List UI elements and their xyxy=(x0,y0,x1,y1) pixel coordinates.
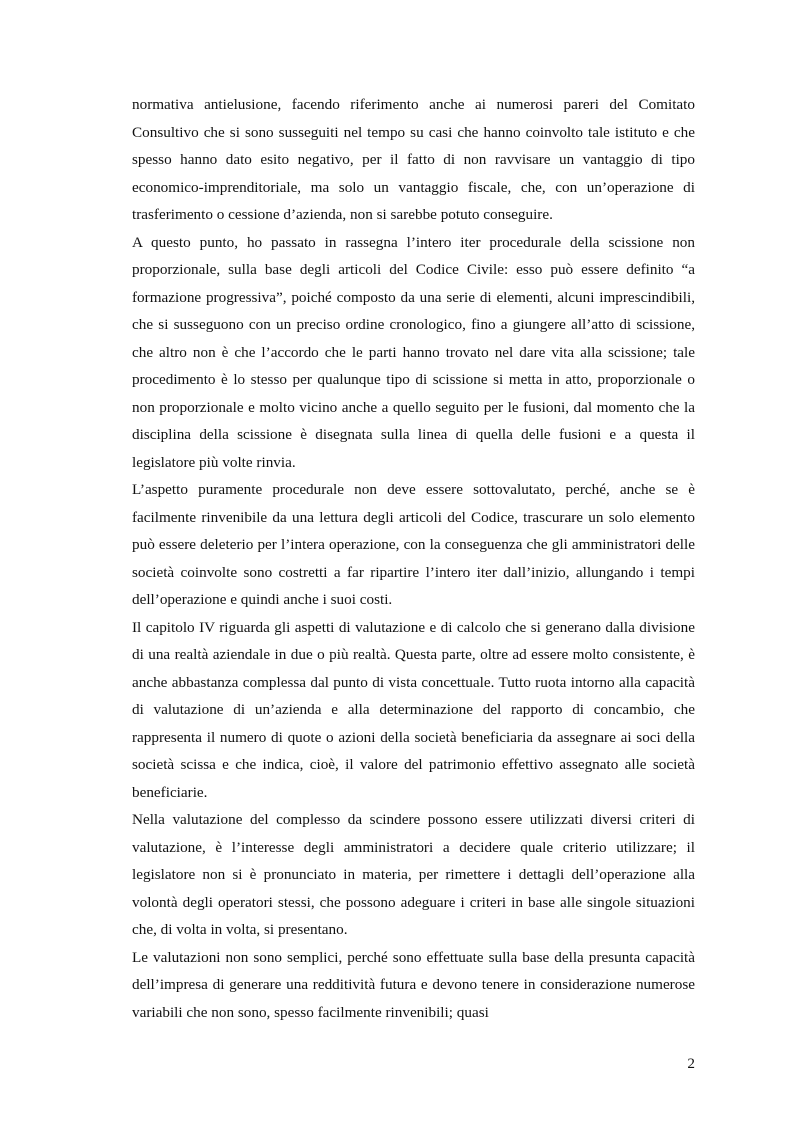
paragraph-iter-procedurale: A questo punto, ho passato in rassegna l’intero iter procedurale della scissione non proporzionale, sulla base degli articoli del Codice Civile: esso può essere definito “a formazione progressiva”, poiché composto da una serie di elementi, alcuni imprescindibili, che si susseguono con un preciso ordine cronologico, fino a giungere all’atto di scissione, che altro non è che l’accordo che le parti hanno trovato nel dare vita alla scissione; tale procedimento è lo stesso per qualunque tipo di scissione si metta in atto, proporzionale o non proporzionale e molto vicino anche a quello seguito per le fusioni, dal momento che la disciplina della scissione è disegnata sulla linea di quella delle fusioni e a questa il legislatore più volte rinvia. xyxy=(132,233,695,471)
paragraph-aspetto-procedurale: L’aspetto puramente procedurale non deve essere sottovalutato, perché, anche se è facilmente rinvenibile da una lettura degli articoli del Codice, trascurare un solo elemento può essere deleterio per l’intera operazione, con la conseguenza che gli amministratori delle società coinvolte sono costretti a far ripartire l’intero iter dall’inizio, allungando i tempi dell’operazione e quindi anche i suoi costi. xyxy=(132,481,695,608)
page-number: 2 xyxy=(687,1055,695,1072)
paragraph-antielusione: normativa antielusione, facendo riferimento anche ai numerosi pareri del Comitato Consultivo che si sono susseguiti nel tempo su casi che hanno coinvolto tale istituto e che spesso hanno dato esito negativo, per il fatto di non ravvisare un vantaggio di tipo economico-imprenditoriale, ma solo un vantaggio fiscale, che, con un’operazione di trasferimento o cessione d’azienda, non si sarebbe potuto conseguire. xyxy=(132,96,695,223)
paragraph-capitolo-iv: Il capitolo IV riguarda gli aspetti di valutazione e di calcolo che si generano dalla divisione di una realtà aziendale in due o più realtà. Questa parte, oltre ad essere molto consistente, è anche abbastanza complessa dal punto di vista concettuale. Tutto ruota intorno alla capacità di valutazione di un’azienda e alla determinazione del rapporto di concambio, che rappresenta il numero di quote o azioni della società beneficiaria da assegnare ai soci della società scissa e che indica, cioè, il valore del patrimonio effettivo assegnato alle società beneficiarie. xyxy=(132,618,695,801)
paragraph-criteri-valutazione: Nella valutazione del complesso da scindere possono essere utilizzati diversi criteri di valutazione, è l’interesse degli amministratori a decidere quale criterio utilizzare; il legislatore non si è pronunciato in materia, per rimettere i dettagli dell’operazione alla volontà degli operatori stessi, che possono adeguare i criteri in base alle singole situazioni che, di volta in volta, si presentano. xyxy=(132,811,695,938)
paragraph-valutazioni: Le valutazioni non sono semplici, perché sono effettuate sulla base della presunta capacità dell’impresa di generare una redditività futura e devono tenere in considerazione numerose variabili che non sono, spesso facilmente rinvenibili; quasi xyxy=(132,948,695,1021)
page-body xyxy=(132,91,695,1026)
